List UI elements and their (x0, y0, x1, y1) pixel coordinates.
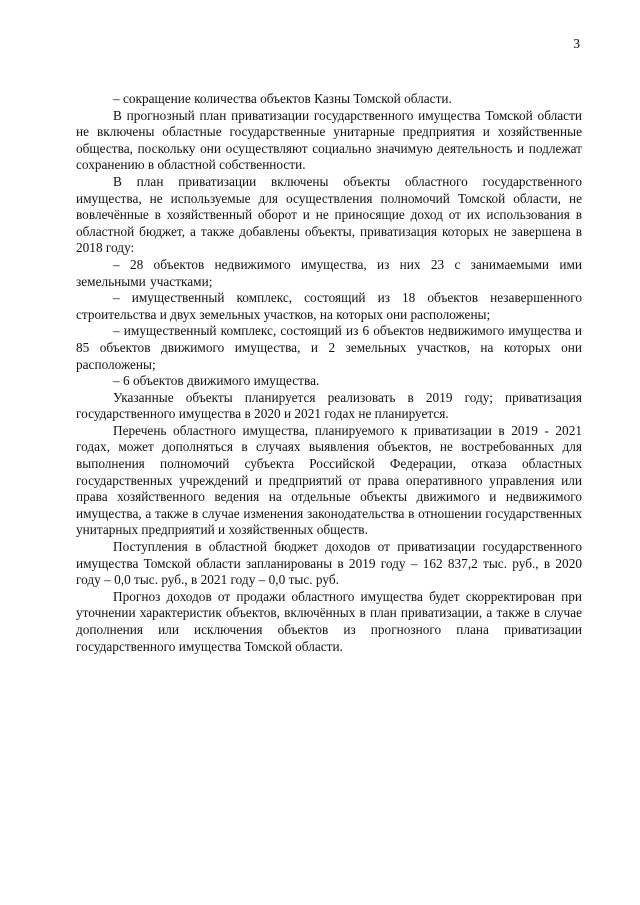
paragraph-implementation-schedule: Указанные объекты планируется реализовать в 2019 году; приватизация государственного имущества в 2020 и 2021 годах не планируется. (76, 389, 582, 422)
list-item-unfinished-construction-complex: – имущественный комплекс, состоящий из 18 объектов незавершенного строительства и двух земельных участков, на которых они расположены; (76, 290, 582, 322)
list-item-movable-property: – 6 объектов движимого имущества. (113, 373, 320, 389)
paragraph-forecast-adjustment: Прогноз доходов от продажи областного имущества будет скорректирован при уточнении характеристик объектов, включённых в план приватизации, а также в случае дополнения или исключения объектов из прогнозного плана приватизации государственного имущества Томской области. (76, 588, 582, 654)
paragraph-excluded-enterprises: В прогнозный план приватизации государственного имущества Томской области не включены областные государственные унитарные предприятия и хозяйственные общества, поскольку они осуществляют социально значимую деятельность и подлежат сохранению в областной собственности. (76, 107, 582, 173)
document-body (76, 91, 582, 655)
page-number: 3 (573, 36, 580, 51)
paragraph-reduction-of-treasury-objects: – сокращение количества объектов Казны Томской области. (113, 91, 452, 106)
list-item-real-estate-objects: – 28 объектов недвижимого имущества, из них 23 с занимаемыми ими земельными участками; (76, 256, 582, 289)
list-item-property-complex: – имущественный комплекс, состоящий из 6 объектов недвижимого имущества и 85 объектов движимого имущества, и 2 земельных участков, на которых они расположены; (76, 323, 582, 372)
paragraph-budget-revenue: Поступления в областной бюджет доходов от приватизации государственного имущества Томской области запланированы в 2019 году – 162 837,2 тыс. руб., в 2020 году – 0,0 тыс. руб., в 2021 году – 0,0 тыс. руб. (76, 539, 582, 588)
paragraph-list-supplement-conditions: Перечень областного имущества, планируемого к приватизации в 2019 - 2021 годах, может дополняться в случаях выявления объектов, не востребованных для выполнения полномочий субъекта Российской Федерации, отказа областных государственных учреждений и предприятий от права оперативного управления или права хозяйственного ведения на отдельные объекты движимого и недвижимого имущества, а также в случае изменения законодательства в отношении государственных унитарных предприятий и хозяйственных обществ. (76, 422, 582, 538)
paragraph-included-objects: В план приватизации включены объекты областного государственного имущества, не используемые для осуществления полномочий Томской области, не вовлечённые в хозяйственный оборот и не приносящие доход от их использования в областной бюджет, а также добавлены объекты, приватизация которых не завершена в 2018 году: (76, 173, 582, 256)
